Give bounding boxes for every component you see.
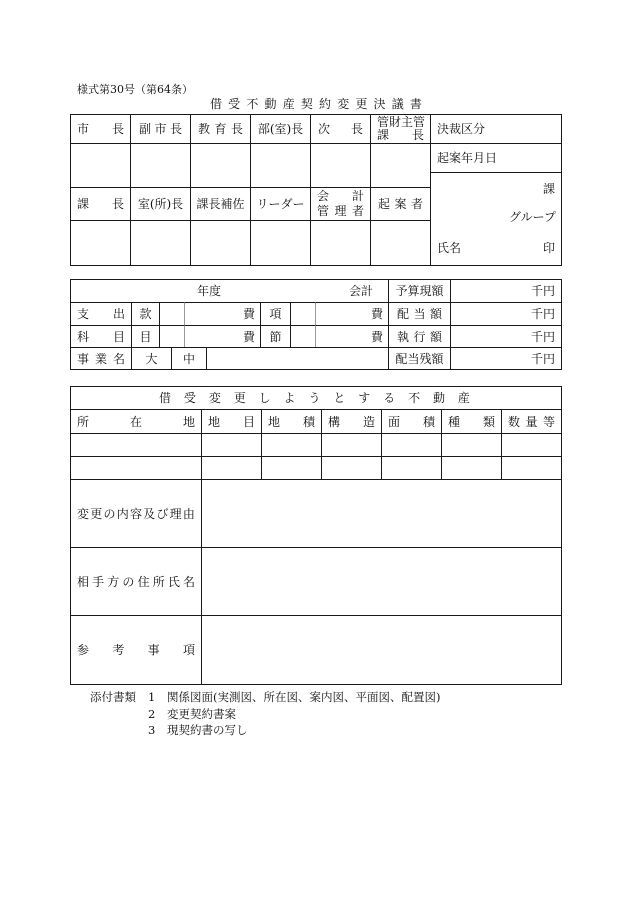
kan-code-box	[159, 302, 185, 326]
property-row-cell	[501, 456, 562, 480]
character: 所	[77, 414, 90, 429]
column-floor-area	[381, 409, 442, 434]
character: 由	[182, 506, 195, 521]
character: 変	[77, 506, 90, 521]
section-label: 課	[542, 182, 555, 196]
character: 変	[337, 97, 350, 111]
header-office-chief: 室(所)長	[130, 187, 191, 221]
character: 者	[351, 204, 364, 218]
character: 起	[378, 197, 391, 211]
setsu-label: 節	[260, 325, 291, 348]
character: 市	[154, 122, 167, 136]
business-major-label: 大	[131, 347, 172, 370]
property-row-cell	[501, 433, 562, 457]
character: 理	[169, 506, 182, 521]
header-property-section-chief	[370, 114, 431, 144]
decision-type-label: 決裁区分	[430, 114, 562, 144]
counterparty-field	[201, 547, 562, 616]
header-accounting-manager	[310, 187, 371, 221]
character: 等	[542, 414, 555, 429]
kan-name-cell: 費	[184, 302, 261, 326]
business-name-label	[70, 347, 132, 370]
character: う	[308, 391, 321, 405]
property-row-cell	[261, 456, 322, 480]
seal-label: 印	[542, 241, 555, 255]
property-row-cell	[441, 456, 502, 480]
stamp-box-office-chief	[130, 220, 191, 266]
character: 目	[242, 414, 255, 429]
stamp-box-deputy-mayor	[130, 143, 191, 188]
character: 手	[92, 574, 105, 589]
header-drafter	[370, 187, 431, 221]
character: 長	[411, 128, 424, 142]
kan-label: 款	[131, 302, 160, 326]
column-structure	[321, 409, 382, 434]
column-quantity	[501, 409, 562, 434]
fiscal-year-account-cell	[70, 279, 389, 303]
stamp-box-deputy-director	[310, 143, 371, 188]
stamp-box-mayor	[70, 143, 131, 188]
character: 数	[508, 414, 521, 429]
character: 種	[448, 414, 461, 429]
kou-code-box	[290, 302, 316, 326]
attachment-text: 関係図面(実測図、所在図、案内図、平面図、配置図)	[167, 690, 441, 704]
character: 事	[147, 643, 160, 657]
character: 在	[129, 414, 142, 429]
character: 科	[77, 329, 90, 344]
character: 管	[317, 204, 330, 218]
business-middle-label: 中	[171, 347, 207, 370]
character: 額	[429, 329, 442, 344]
character: 配	[397, 307, 410, 321]
stamp-box-leader	[250, 220, 311, 266]
character: 名	[182, 574, 195, 589]
budget-current-unit: 千円	[450, 279, 562, 303]
property-row-cell	[261, 433, 322, 457]
property-heading	[70, 386, 562, 410]
character: 方	[107, 574, 120, 589]
character: 課	[377, 128, 390, 142]
character: 不	[246, 97, 259, 111]
character: び	[156, 506, 169, 521]
group-label: グループ	[508, 210, 556, 224]
fiscal-year-label: 年度	[197, 284, 222, 298]
moku-name-cell: 費	[184, 325, 261, 348]
character: 額	[429, 307, 442, 321]
property-table	[70, 386, 562, 685]
expenditure-label	[70, 302, 132, 326]
character: 育	[214, 122, 227, 136]
kou-name-cell: 費	[315, 302, 389, 326]
allocated-label	[388, 302, 451, 326]
budget-table	[70, 279, 562, 370]
character: 考	[112, 643, 125, 657]
change-details-field	[201, 479, 562, 548]
character: 所	[152, 574, 165, 589]
character: の	[103, 506, 116, 521]
character: 借	[210, 97, 223, 111]
character: 借	[159, 391, 172, 405]
character: 議	[391, 97, 404, 111]
character: 名	[112, 351, 125, 366]
character: 執	[397, 329, 410, 344]
property-row-cell	[70, 456, 202, 480]
setsu-name-cell: 費	[315, 325, 389, 348]
character: 更	[233, 391, 246, 405]
character: 管	[413, 114, 426, 129]
character: 契	[300, 97, 313, 111]
property-row-cell	[201, 433, 262, 457]
character: 次	[318, 122, 331, 136]
attachment-number: 1	[148, 690, 156, 704]
account-label: 会計	[348, 284, 373, 298]
setsu-code-box	[290, 325, 316, 348]
character: 者	[410, 197, 423, 211]
character: 地	[208, 414, 221, 429]
character: る	[383, 391, 396, 405]
subject-label	[70, 325, 132, 348]
character: 目	[112, 329, 125, 344]
attachment-number: 2	[148, 706, 156, 721]
character: 内	[116, 506, 129, 521]
character: 書	[409, 97, 422, 111]
character: と	[333, 391, 346, 405]
character: 地	[182, 414, 195, 429]
moku-code-box	[159, 325, 185, 348]
remarks-label	[70, 615, 202, 685]
character: 当	[413, 307, 426, 321]
character: の	[122, 574, 135, 589]
attachment-item	[148, 706, 440, 723]
draft-date-label: 起案年月日	[430, 143, 562, 173]
character: 造	[362, 414, 375, 429]
character: し	[258, 391, 271, 405]
stamp-box-department-head	[250, 143, 311, 188]
column-land-area	[261, 409, 322, 434]
change-details-label	[70, 479, 202, 548]
character: 動	[264, 97, 277, 111]
character: 氏	[167, 574, 180, 589]
moku-label: 目	[131, 325, 160, 348]
character: 受	[228, 97, 241, 111]
kou-label: 項	[260, 302, 291, 326]
character: 地	[268, 414, 281, 429]
stamp-box-drafter	[370, 220, 431, 266]
character: 主	[401, 114, 414, 129]
character: 及	[143, 506, 156, 521]
character: 容	[129, 506, 142, 521]
character: 参	[77, 643, 90, 657]
character: 管	[377, 114, 390, 129]
header-accounting-manager-line1	[317, 189, 364, 204]
character: 市	[77, 122, 90, 136]
attachment-number: 3	[148, 723, 156, 737]
property-row-cell	[321, 456, 382, 480]
drafter-info-cell	[430, 172, 562, 266]
character: 計	[351, 189, 364, 203]
character: 決	[373, 97, 386, 111]
character: 会	[317, 189, 330, 203]
character: 業	[94, 351, 107, 366]
character: 住	[137, 574, 150, 589]
form-title	[210, 98, 422, 110]
attachment-text: 現契約書の写し	[167, 723, 248, 737]
character: 長	[111, 122, 124, 136]
name-label: 氏名	[437, 241, 462, 255]
character: 事	[77, 351, 90, 366]
character: す	[358, 391, 371, 405]
character: 受	[183, 391, 196, 405]
character: 行	[413, 329, 426, 344]
character: 産	[282, 97, 295, 111]
character: 積	[422, 414, 435, 429]
header-mayor	[70, 114, 131, 144]
form-number: 様式第30号（第64条）	[77, 83, 193, 96]
property-row-cell	[201, 456, 262, 480]
character: よ	[283, 391, 296, 405]
header-leader: リーダー	[250, 187, 311, 221]
counterparty-label	[70, 547, 202, 616]
remarks-field	[201, 615, 562, 685]
column-location	[70, 409, 202, 434]
approval-table	[70, 114, 562, 266]
header-accounting-manager-line2	[317, 204, 364, 219]
character: 支	[77, 307, 90, 321]
character: 出	[112, 307, 125, 321]
header-property-section-chief-line2	[377, 129, 424, 143]
attachments-label: 添付書類	[90, 690, 136, 704]
character: 副	[139, 122, 152, 136]
attachment-item	[148, 722, 440, 739]
header-education-chief	[190, 114, 251, 144]
character: 構	[328, 414, 341, 429]
header-section-chief	[70, 187, 131, 221]
character: 財	[389, 114, 402, 129]
header-property-section-chief-line1	[377, 116, 424, 130]
stamp-box-education-chief	[190, 143, 251, 188]
character: 相	[77, 574, 90, 589]
character: 教	[198, 122, 211, 136]
remaining-label: 配当残額	[388, 347, 451, 370]
character: 課	[77, 197, 90, 211]
attachments-list	[148, 689, 440, 739]
header-deputy-mayor	[130, 114, 191, 144]
property-row-cell	[321, 433, 382, 457]
property-row-cell	[70, 433, 202, 457]
character: 不	[408, 391, 421, 405]
header-assistant-section-chief: 課長補佐	[190, 187, 251, 221]
character: 面	[388, 414, 401, 429]
header-deputy-director	[310, 114, 371, 144]
property-row-cell	[381, 456, 442, 480]
character: 項	[182, 643, 195, 657]
character: 産	[457, 391, 470, 405]
attachment-item	[148, 689, 440, 706]
stamp-box-section-chief	[70, 220, 131, 266]
executed-label	[388, 325, 451, 348]
character: 長	[169, 122, 182, 136]
property-row-cell	[441, 433, 502, 457]
stamp-box-accounting-manager	[310, 220, 371, 266]
character: 理	[334, 204, 347, 218]
character: 長	[230, 122, 243, 136]
property-row-cell	[381, 433, 442, 457]
stamp-box-assistant-section-chief	[190, 220, 251, 266]
character: 長	[350, 122, 363, 136]
character: 変	[208, 391, 221, 405]
header-department-head: 部(室)長	[250, 114, 311, 144]
column-land-category	[201, 409, 262, 434]
character: 積	[302, 414, 315, 429]
character: 更	[90, 506, 103, 521]
business-name-field	[206, 347, 389, 370]
character: 量	[525, 414, 538, 429]
remaining-unit: 千円	[450, 347, 562, 370]
attachment-text: 変更契約書案	[167, 706, 236, 721]
character: 更	[355, 97, 368, 111]
budget-current-label: 予算現額	[388, 279, 451, 303]
character: 動	[432, 391, 445, 405]
stamp-box-property-section-chief	[370, 143, 431, 188]
allocated-unit: 千円	[450, 302, 562, 326]
column-type	[441, 409, 502, 434]
character: 長	[111, 197, 124, 211]
character: 類	[482, 414, 495, 429]
character: 約	[319, 97, 332, 111]
executed-unit: 千円	[450, 325, 562, 348]
character: 案	[394, 197, 407, 211]
